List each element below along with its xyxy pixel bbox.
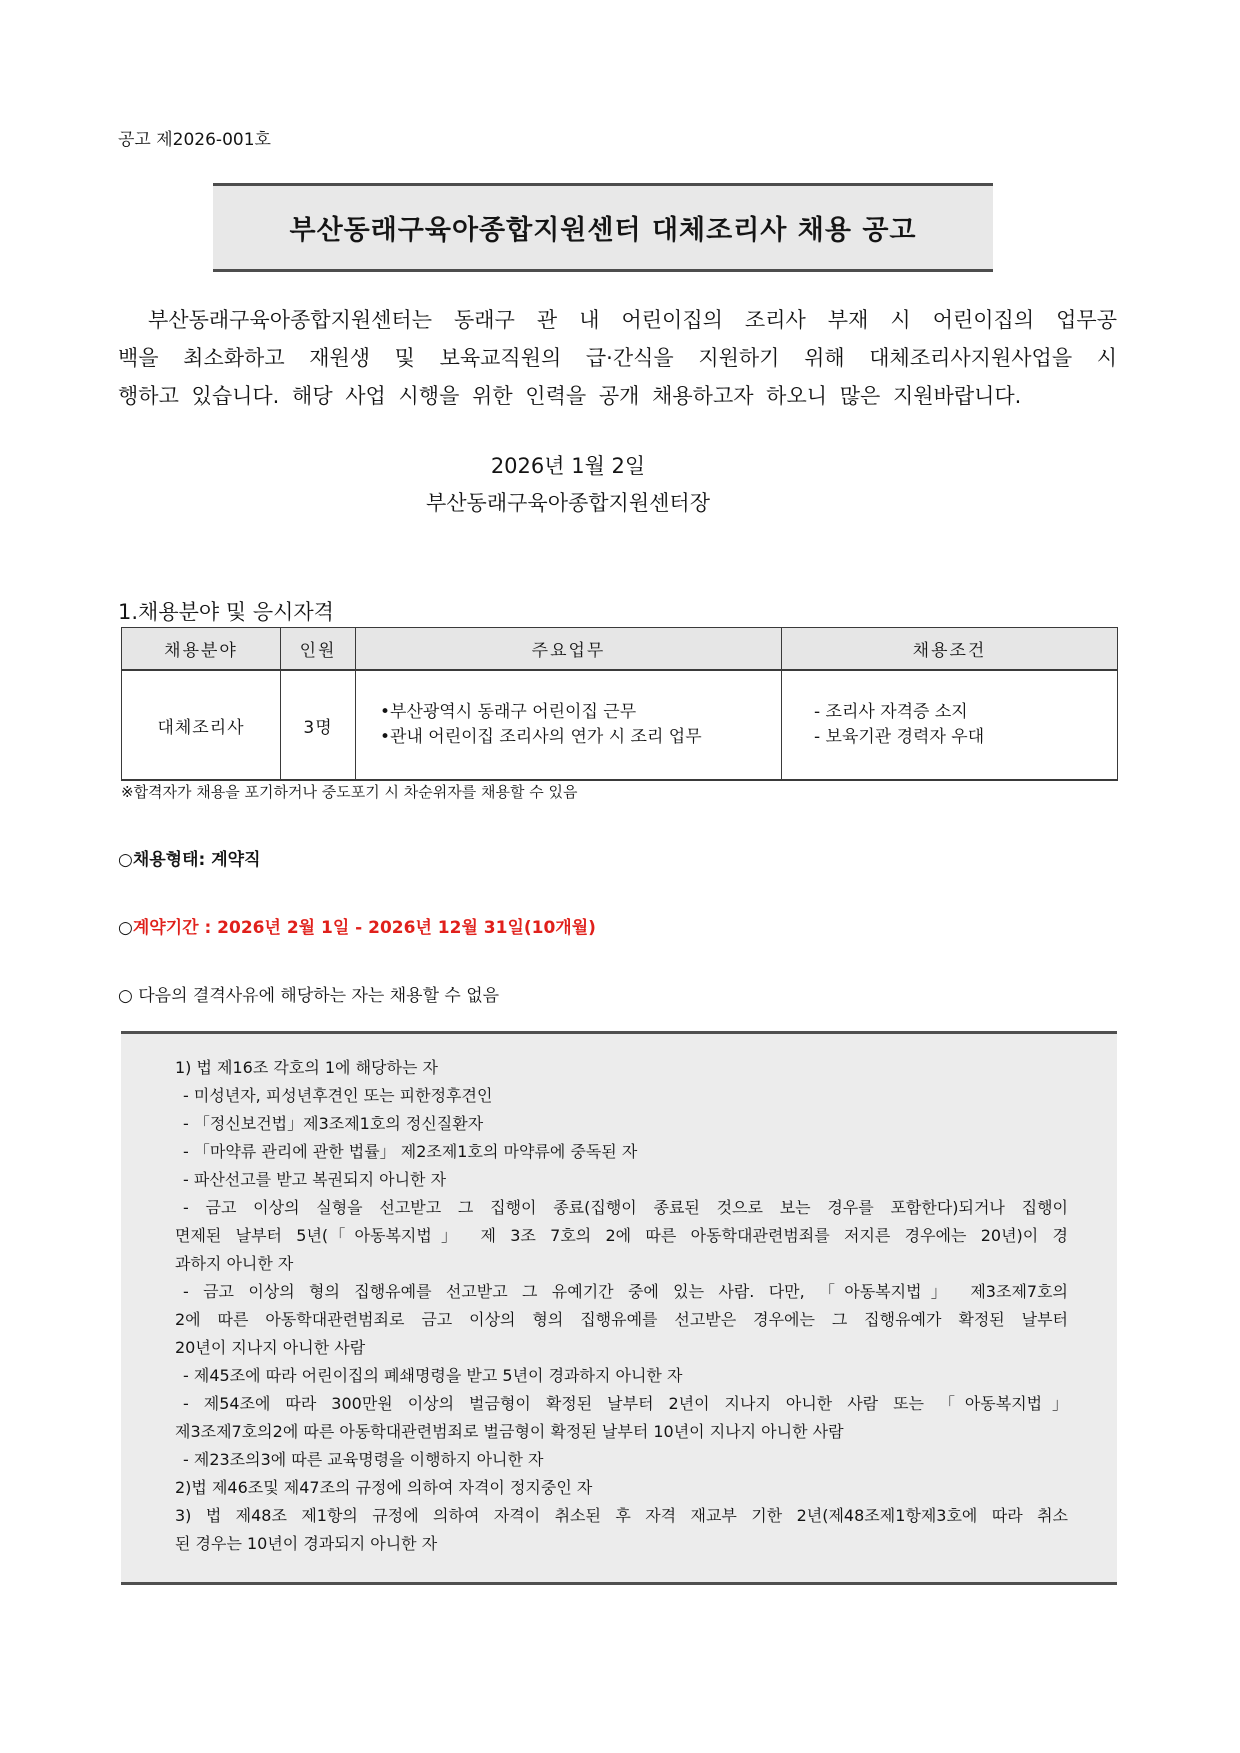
employment-type: ○채용형태: 계약직 — [118, 850, 261, 870]
cell-duties — [356, 670, 782, 780]
disqualification-line: - 제23조의3에 따른 교육명령을 이행하지 아니한 자 — [183, 1450, 544, 1469]
contract-period — [118, 916, 596, 940]
disqualification-line: - 「마약류 관리에 관한 법률」 제2조제1호의 마약류에 중독된 자 — [183, 1142, 638, 1161]
title-box — [213, 183, 993, 272]
announcement-date: 2026년 1월 2일 — [490, 454, 646, 478]
disqualification-line: - 금고 이상의 실형을 선고받고 그 집행이 종료(집행이 종료된 것으로 보는 경우를 포함한다)되거나 집행이 — [183, 1198, 1068, 1217]
recruitment-table — [121, 627, 1118, 781]
notice-number: 공고 제2026-001호 — [118, 130, 271, 150]
disqualification-line: 20년이 지나지 아니한 사람 — [175, 1338, 366, 1357]
duty-item: •관내 어린이집 조리사의 연가 시 조리 업무 — [380, 727, 702, 747]
header-conditions: 채용조건 — [782, 628, 1118, 671]
intro-paragraph — [118, 301, 1117, 415]
disqualification-line: 된 경우는 10년이 경과되지 아니한 자 — [175, 1534, 438, 1553]
header-field: 채용분야 — [122, 628, 281, 671]
disqualification-line: - 미성년자, 피성년후견인 또는 피한정후견인 — [183, 1086, 493, 1105]
disqualification-line: - 제45조에 따라 어린이집의 폐쇄명령을 받고 5년이 경과하지 아니한 자 — [183, 1366, 683, 1385]
contract-period-text: 계약기간 : 2026년 2월 1일 - 2026년 12월 31일(10개월) — [132, 918, 596, 938]
issuer-name: 부산동래구육아종합지원센터장 — [425, 491, 710, 515]
disqualification-line: - 「정신보건법」제3조제1호의 정신질환자 — [183, 1114, 484, 1133]
disqualification-line: - 제54조에 따라 300만원 이상의 벌금형이 확정된 날부터 2년이 지나지 아니한 사람 또는 「아동복지법」 — [183, 1394, 1068, 1413]
disqualification-box — [121, 1031, 1117, 1585]
cell-field: 대체조리사 — [122, 670, 281, 780]
table-note: ※합격자가 채용을 포기하거나 중도포기 시 차순위자를 채용할 수 있음 — [121, 783, 578, 801]
condition-item: - 보육기관 경력자 우대 — [814, 727, 985, 747]
disqualification-line: 1) 법 제16조 각호의 1에 해당하는 자 — [175, 1058, 438, 1077]
table-row — [122, 670, 1118, 780]
cell-count: 3명 — [281, 670, 356, 780]
signature-block — [118, 448, 1018, 522]
circle-bullet: ○ — [118, 918, 133, 938]
disqualification-line: 2에 따른 아동학대관련범죄로 금고 이상의 형의 집행유예를 선고받은 경우에는 그 집행유예가 확정된 날부터 — [175, 1310, 1068, 1329]
section-heading: 1.채용분야 및 응시자격 — [118, 600, 334, 624]
disqualification-intro: ○ 다음의 결격사유에 해당하는 자는 채용할 수 없음 — [118, 986, 500, 1006]
disqualification-line: 2)법 제46조및 제47조의 규정에 의하여 자격이 정지중인 자 — [175, 1478, 593, 1497]
intro-line: 부산동래구육아종합지원센터는 동래구 관 내 어린이집의 조리사 부재 시 어린이집의 업무공 — [148, 308, 1117, 332]
intro-line: 행하고 있습니다. 해당 사업 시행을 위한 인력을 공개 채용하고자 하오니 많은 지원바랍니다. — [118, 384, 1022, 408]
disqualification-line: 과하지 아니한 자 — [175, 1254, 294, 1273]
disqualification-line: 면제된 날부터 5년(「아동복지법」 제 3조 7호의 2에 따른 아동학대관련범죄를 저지른 경우에는 20년)이 경 — [175, 1226, 1068, 1245]
header-count: 인원 — [281, 628, 356, 671]
disqualification-line: - 금고 이상의 형의 집행유예를 선고받고 그 유예기간 중에 있는 사람. 다만, 「아동복지법」 제3조제7호의 — [183, 1282, 1068, 1301]
header-duties: 주요업무 — [356, 628, 782, 671]
disqualification-line: 3) 법 제48조 제1항의 규정에 의하여 자격이 취소된 후 자격 재교부 기한 2년(제48조제1항제3호에 따라 취소 — [175, 1506, 1068, 1525]
disqualification-line: 제3조제7호의2에 따른 아동학대관련범죄로 벌금형이 확정된 날부터 10년이 지나지 아니한 사람 — [175, 1422, 844, 1441]
page-title: 부산동래구육아종합지원센터 대체조리사 채용 공고 — [289, 215, 917, 246]
cell-conditions — [782, 670, 1118, 780]
duty-item: •부산광역시 동래구 어린이집 근무 — [380, 702, 637, 722]
table-header-row — [122, 628, 1118, 671]
condition-item: - 조리사 자격증 소지 — [814, 702, 968, 722]
disqualification-line: - 파산선고를 받고 복권되지 아니한 자 — [183, 1170, 447, 1189]
intro-line: 백을 최소화하고 재원생 및 보육교직원의 급·간식을 지원하기 위해 대체조리사지원사업을 시 — [118, 346, 1117, 370]
